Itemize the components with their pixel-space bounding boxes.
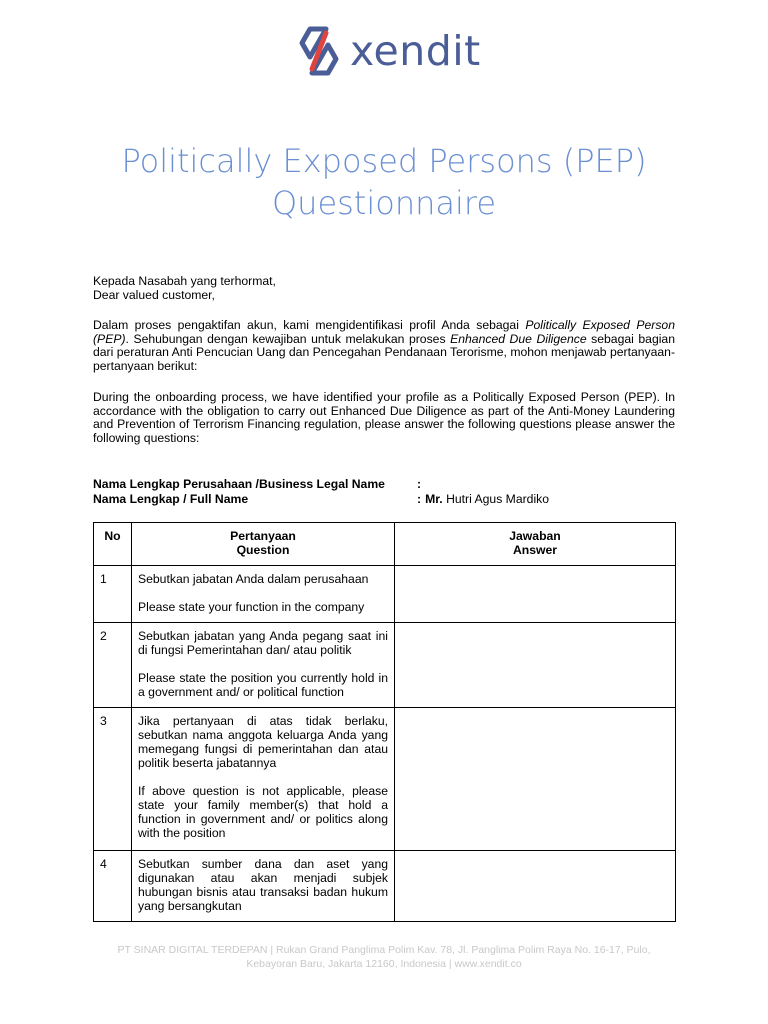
brand-name: xendit bbox=[350, 27, 481, 75]
header-question-id: Pertanyaan bbox=[230, 529, 296, 543]
xendit-logo-icon bbox=[296, 25, 342, 77]
full-name-field bbox=[93, 492, 675, 507]
header-answer-en: Answer bbox=[512, 543, 558, 557]
table-row bbox=[94, 851, 676, 922]
table-row bbox=[94, 708, 676, 851]
paragraph-english: During the onboarding process, we have identified your profile as a Politically Exposed Person (PEP). In accordance with the obligation to carry out Enhanced Due Diligence as part of the Anti-Money Laundering and Prevention of Terrorism Financing regulation, please answer the following questions please answer the following questions: bbox=[93, 390, 675, 445]
page-title bbox=[0, 140, 768, 224]
header-answer-id: Jawaban bbox=[509, 529, 561, 543]
row-number: 4 bbox=[94, 851, 132, 922]
table-row bbox=[94, 623, 676, 708]
greeting-id: Kepada Nasabah yang terhormat, bbox=[93, 274, 276, 288]
questionnaire-table bbox=[93, 522, 676, 922]
full-name-value[interactable]: Hutri Agus Mardiko bbox=[446, 492, 550, 506]
full-name-label: Nama Lengkap / Full Name bbox=[93, 492, 249, 506]
answer-cell[interactable] bbox=[395, 623, 676, 708]
footer-address-website: Kebayoran Baru, Jakarta 12160, Indonesia | www.xendit.co bbox=[246, 957, 522, 970]
header-question-en: Question bbox=[236, 543, 290, 557]
header-no: No bbox=[94, 523, 132, 566]
full-name-prefix: Mr. bbox=[425, 492, 443, 506]
question-en: Please state your function in the company bbox=[138, 600, 365, 614]
para-id-italic-2: Enhanced Due Diligence bbox=[450, 331, 587, 346]
xendit-logo bbox=[296, 24, 481, 78]
title-line-2: Questionnaire bbox=[271, 184, 497, 222]
answer-cell[interactable] bbox=[395, 566, 676, 623]
row-question bbox=[132, 566, 395, 623]
para-id-italic-1: Politically Exposed Person (PEP) bbox=[93, 318, 675, 346]
table-row bbox=[94, 566, 676, 623]
question-id: Sebutkan jabatan Anda dalam perusahaan bbox=[138, 572, 369, 586]
paragraph-indonesian bbox=[93, 319, 675, 373]
row-number: 2 bbox=[94, 623, 132, 708]
customer-fields bbox=[93, 477, 675, 507]
question-id: Jika pertanyaan di atas tidak berlaku, sebutkan nama anggota keluarga Anda yang memegang fungsi di pemerintahan dan atau politik beserta jabatannya bbox=[138, 714, 388, 770]
greeting-en: Dear valued customer, bbox=[93, 287, 215, 302]
question-en: Please state the position you currently hold in a government and/ or political function bbox=[138, 671, 388, 699]
page-footer bbox=[80, 944, 688, 971]
row-number: 1 bbox=[94, 566, 132, 623]
question-id: Sebutkan sumber dana dan aset yang digunakan atau akan menjadi subjek hubungan bisnis atau transaksi badan hukum yang bersangkutan bbox=[138, 857, 388, 913]
title-line-1: Politically Exposed Persons (PEP) bbox=[121, 142, 647, 180]
answer-cell[interactable] bbox=[395, 708, 676, 851]
row-question bbox=[132, 851, 395, 922]
row-number: 3 bbox=[94, 708, 132, 851]
para-id-text-3: sebagai bagian dari peraturan Anti Pencucian Uang dan Pencegahan Pendanaan Terorisme, mohon menjawab pertanyaan-pertanyaan berikut: bbox=[93, 331, 675, 373]
full-name-colon: : bbox=[417, 492, 422, 506]
answer-cell[interactable] bbox=[395, 851, 676, 922]
greeting bbox=[93, 275, 675, 302]
row-question bbox=[132, 708, 395, 851]
company-label: Nama Lengkap Perusahaan /Business Legal Name bbox=[93, 477, 385, 491]
table-header-row bbox=[94, 523, 676, 566]
question-id: Sebutkan jabatan yang Anda pegang saat ini di fungsi Pemerintahan dan/ atau politik bbox=[138, 629, 388, 657]
header-answer bbox=[395, 523, 676, 566]
header-question bbox=[132, 523, 395, 566]
company-field bbox=[93, 477, 675, 492]
row-question bbox=[132, 623, 395, 708]
question-en: If above question is not applicable, please state your family member(s) that hold a function in government and/ or politics along with the position bbox=[138, 784, 388, 840]
footer-address: PT SINAR DIGITAL TERDEPAN | Rukan Grand Panglima Polim Kav. 78, Jl. Panglima Polim Raya No. 16-17, Pulo, bbox=[117, 944, 651, 956]
para-id-text-2: . Sehubungan dengan kewajiban untuk melakukan proses bbox=[125, 331, 451, 346]
para-id-text-1: Dalam proses pengaktifan akun, kami mengidentifikasi profil Anda sebagai bbox=[93, 318, 526, 332]
company-colon: : bbox=[417, 477, 422, 491]
